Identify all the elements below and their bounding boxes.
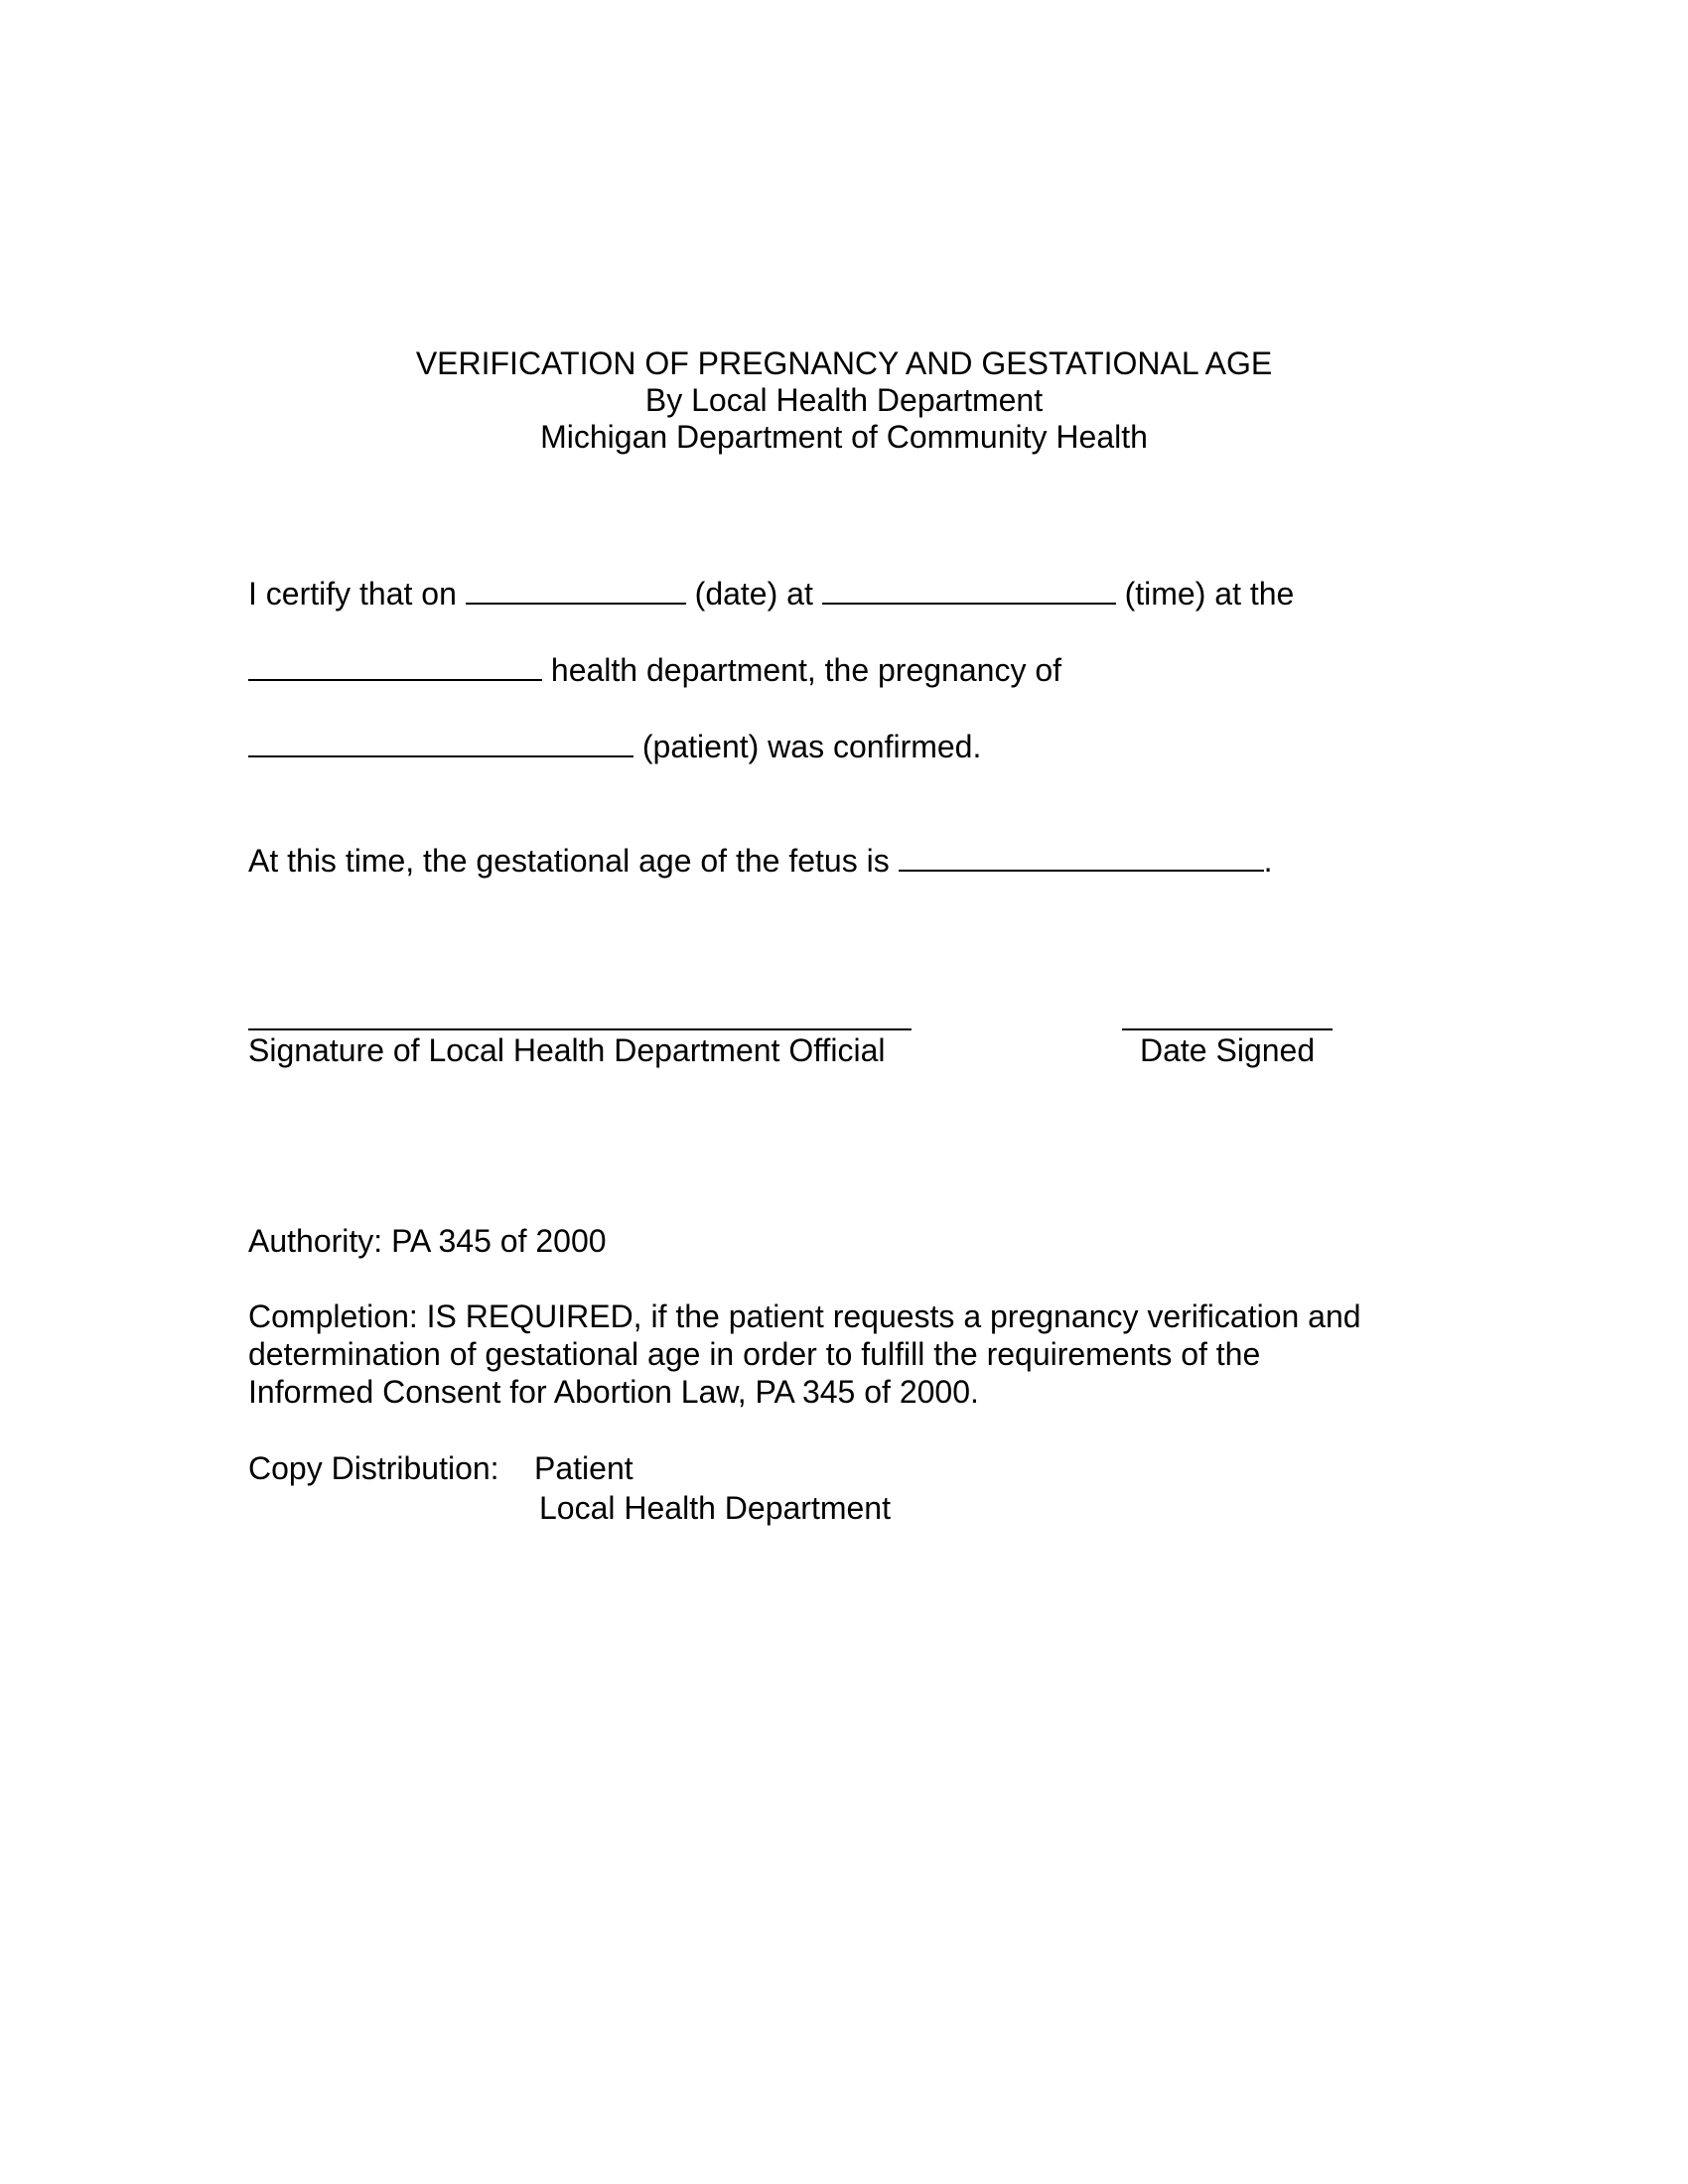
- form-subtitle: By Local Health Department: [644, 382, 1044, 418]
- gestational-prefix: At this time, the gestational age of the fetus is: [248, 843, 890, 879]
- copy-recipient-health-department: Local Health Department: [539, 1490, 891, 1526]
- gestational-age-field[interactable]: [899, 844, 1264, 872]
- certify-line-3: [248, 727, 981, 766]
- date-label: (date) at: [694, 576, 813, 612]
- time-field[interactable]: [822, 577, 1116, 605]
- form-header: [0, 345, 1688, 456]
- certify-line-1: [248, 574, 1294, 614]
- health-department-field[interactable]: [248, 653, 542, 681]
- time-label: (time) at the: [1124, 576, 1295, 612]
- completion-line-3: Informed Consent for Abortion Law, PA 345 of 2000.: [248, 1374, 979, 1410]
- gestational-age-line: [248, 841, 1272, 881]
- certify-line-2: [248, 650, 1061, 690]
- agency-name: Michigan Department of Community Health: [540, 419, 1148, 455]
- date-field[interactable]: [466, 577, 686, 605]
- copy-distribution-label: Copy Distribution:: [248, 1450, 499, 1486]
- authority-text: Authority: PA 345 of 2000: [248, 1223, 607, 1259]
- signature-label: Signature of Local Health Department Official: [248, 1032, 886, 1068]
- completion-line-2: determination of gestational age in order to fulfill the requirements of the: [248, 1336, 1261, 1372]
- copy-recipient-patient: Patient: [534, 1450, 633, 1486]
- completion-line-1: Completion: IS REQUIRED, if the patient requests a pregnancy verification and: [248, 1298, 1361, 1334]
- patient-text: (patient) was confirmed.: [641, 729, 982, 764]
- date-signed-label: Date Signed: [1140, 1032, 1316, 1068]
- form-title: VERIFICATION OF PREGNANCY AND GESTATIONAL AGE: [415, 345, 1273, 381]
- patient-name-field[interactable]: [248, 730, 633, 757]
- certify-prefix: I certify that on: [248, 576, 457, 612]
- gestational-suffix: .: [1263, 843, 1273, 879]
- health-department-text: health department, the pregnancy of: [550, 652, 1062, 688]
- completion-paragraph: [248, 1297, 1489, 1411]
